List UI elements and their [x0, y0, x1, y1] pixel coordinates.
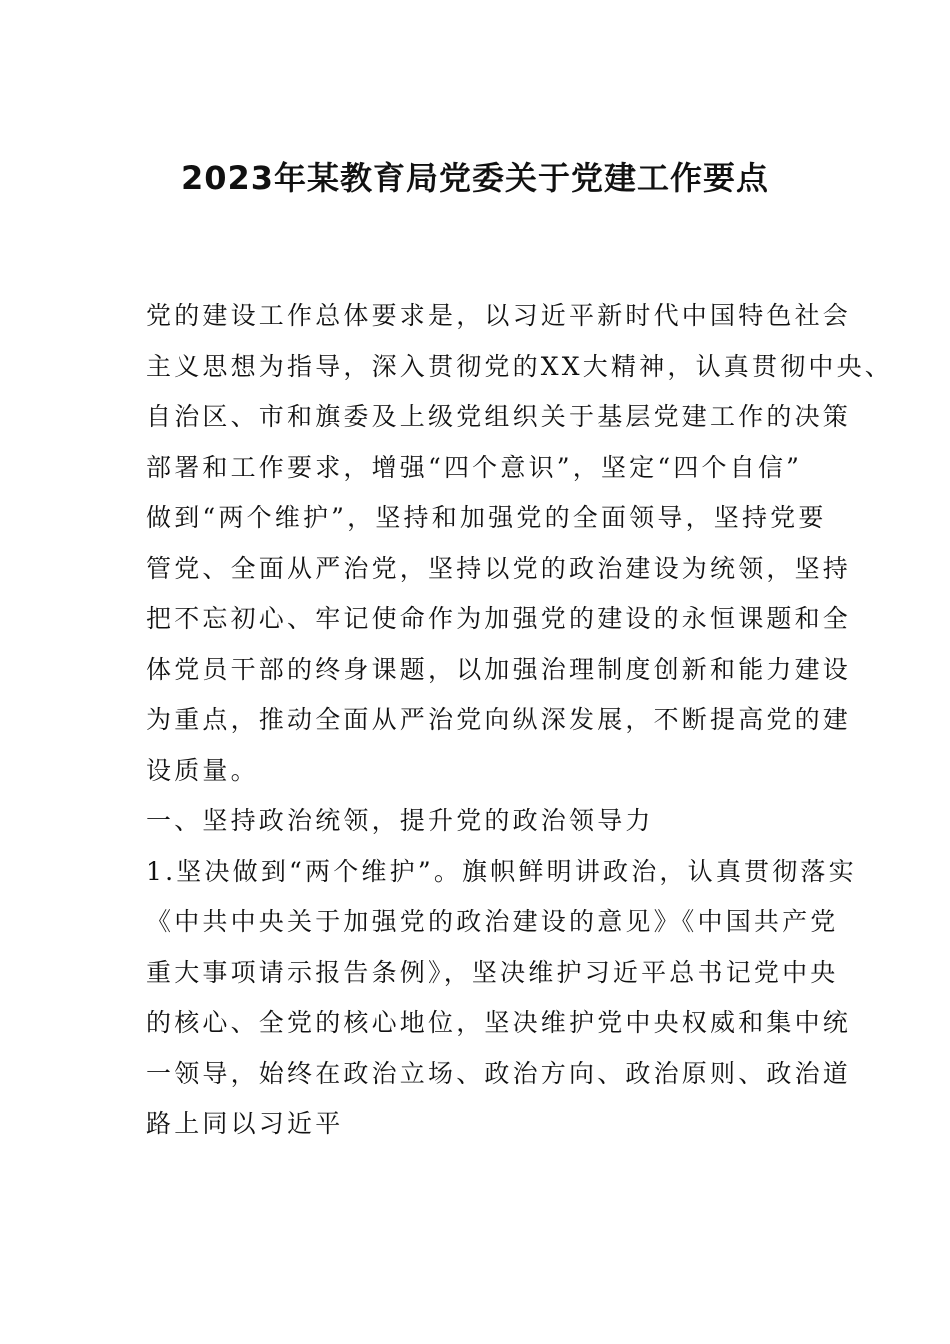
body-line: 路上同以习近平	[146, 1109, 344, 1138]
document-body	[146, 291, 893, 1150]
body-line: 部署和工作要求，增强“四个意识”，坚定“四个自信”	[146, 452, 803, 482]
section-heading: 一、坚持政治统领，提升党的政治领导力	[146, 806, 654, 835]
body-line: 设质量。	[146, 755, 259, 785]
body-line: 自治区、市和旗委及上级党组织关于基层党建工作的决策	[146, 402, 852, 431]
body-line: 重大事项请示报告条例》，坚决维护习近平总书记党中央	[146, 957, 839, 987]
body-line: 做到“两个维护”，坚持和加强党的全面领导，坚持党要	[146, 503, 827, 532]
body-line: 管党、全面从严治党，坚持以党的政治建设为统领，坚持	[146, 553, 852, 583]
body-line: 为重点，推动全面从严治党向纵深发展，不断提高党的建	[146, 705, 852, 734]
body-line: 一领导，始终在政治立场、政治方向、政治原则、政治道	[146, 1058, 852, 1088]
body-line: 1.坚决做到“两个维护”。旗帜鲜明讲政治，认真贯彻落实	[146, 856, 857, 886]
body-line: 党的建设工作总体要求是，以习近平新时代中国特色社会	[146, 301, 852, 330]
document-title: 2023年某教育局党委关于党建工作要点	[180, 159, 770, 197]
body-line: 的核心、全党的核心地位，坚决维护党中央权威和集中统	[146, 1008, 852, 1037]
body-line: 把不忘初心、牢记使命作为加强党的建设的永恒课题和全	[146, 604, 852, 633]
body-line: 主义思想为指导，深入贯彻党的XX大精神，认真贯彻中央、	[146, 351, 893, 381]
body-line: 体党员干部的终身课题，以加强治理制度创新和能力建设	[146, 654, 852, 684]
body-line: 《中共中央关于加强党的政治建设的意见》《中国共产党	[146, 907, 839, 936]
